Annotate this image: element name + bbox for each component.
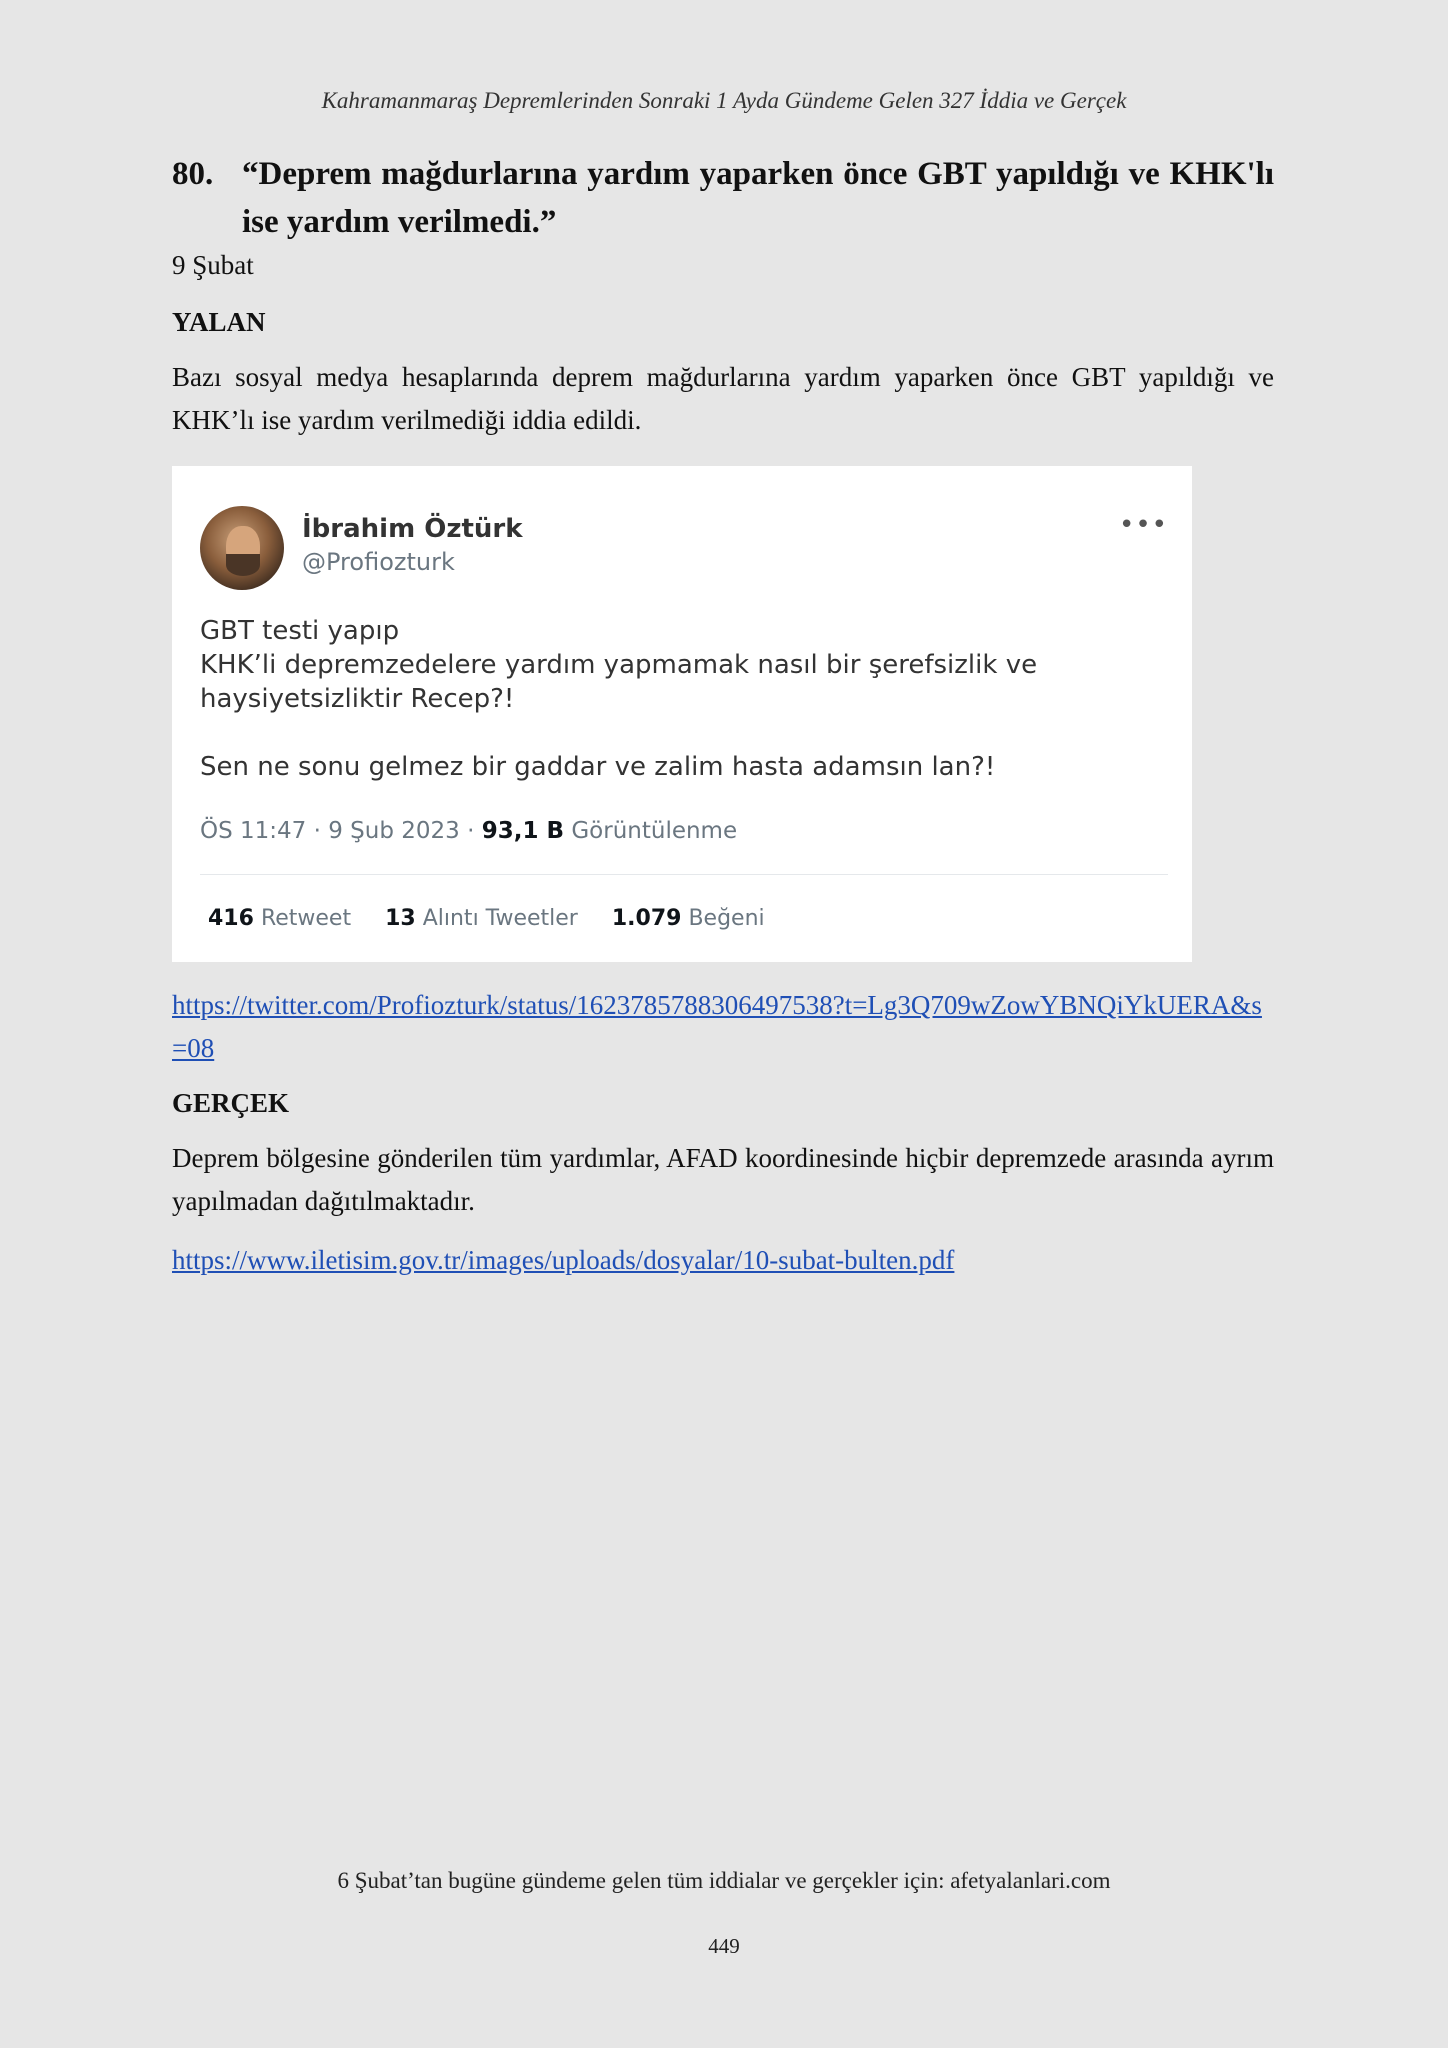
- claim-text: “Deprem mağdurlarına yardım yaparken önce GBT yapıldığı ve KHK'lı ise yardım verilmedi.”: [242, 156, 1274, 240]
- avatar-beard: [226, 554, 260, 576]
- avatar: [200, 506, 284, 590]
- quotes-stat[interactable]: [385, 906, 578, 931]
- main-content: [172, 150, 1274, 1282]
- verdict-label: YALAN: [172, 307, 266, 337]
- tweet-line: KHK’li depremzedelere yardım yapmamak nasıl bir şerefsizlik ve: [200, 650, 1038, 680]
- tweet-body: [200, 614, 1100, 784]
- source-link[interactable]: https://www.iletisim.gov.tr/images/uploads/dosyalar/10-subat-bulten.pdf: [172, 1245, 955, 1275]
- claim-description: Bazı sosyal medya hesaplarında deprem mağdurlarına yardım yaparken önce GBT yapıldığı ve KHK’lı ise yardım verilmediği iddia edildi.: [172, 362, 1274, 435]
- likes-count: 1.079: [611, 906, 682, 931]
- quotes-count: 13: [385, 906, 416, 931]
- tweet-screenshot: [172, 466, 1192, 962]
- tweet-line: Sen ne sonu gelmez bir gaddar ve zalim hasta adamsın lan?!: [200, 752, 996, 782]
- tweet-views-label: Görüntülenme: [571, 818, 738, 844]
- truth-text: Deprem bölgesine gönderilen tüm yardımlar, AFAD koordinesinde hiçbir depremzede arasında ayrım yapılmadan dağıtılmaktadır.: [172, 1143, 1274, 1216]
- claim-date: 9 Şubat: [172, 250, 254, 280]
- retweets-stat[interactable]: [208, 906, 351, 931]
- footer-note: 6 Şubat’tan bugüne gündeme gelen tüm iddialar ve gerçekler için: afetyalanlari.com: [337, 1868, 1111, 1893]
- likes-stat[interactable]: [612, 906, 765, 931]
- running-header: Kahramanmaraş Depremlerinden Sonraki 1 Ayda Gündeme Gelen 327 İddia ve Gerçek: [321, 88, 1127, 113]
- tweet-timestamp: ÖS 11:47 · 9 Şub 2023 ·: [200, 818, 475, 844]
- tweet-display-name: İbrahim Öztürk: [302, 514, 523, 544]
- page-number: 449: [708, 1934, 740, 1958]
- tweet-meta: [200, 818, 737, 844]
- quotes-label: Alıntı Tweetler: [422, 906, 578, 931]
- claim-number: 80.: [172, 156, 214, 192]
- tweet-handle: @Profiozturk: [302, 548, 455, 576]
- divider: [200, 874, 1168, 875]
- truth-label: GERÇEK: [172, 1088, 290, 1118]
- likes-label: Beğeni: [688, 906, 765, 931]
- tweet-views-count: 93,1 B: [481, 818, 565, 844]
- retweets-label: Retweet: [260, 906, 352, 931]
- retweets-count: 416: [208, 906, 254, 931]
- tweet-line: GBT testi yapıp: [200, 616, 400, 646]
- ellipsis-icon[interactable]: •••: [1118, 510, 1168, 540]
- tweet-link[interactable]: https://twitter.com/Profiozturk/status/1623785788306497538?t=Lg3Q709wZowYBNQiYkUERA&s=08: [172, 990, 1262, 1063]
- claim-title: [172, 150, 1274, 246]
- tweet-line: haysiyetsizliktir Recep?!: [200, 684, 515, 714]
- tweet-stats: [208, 906, 765, 931]
